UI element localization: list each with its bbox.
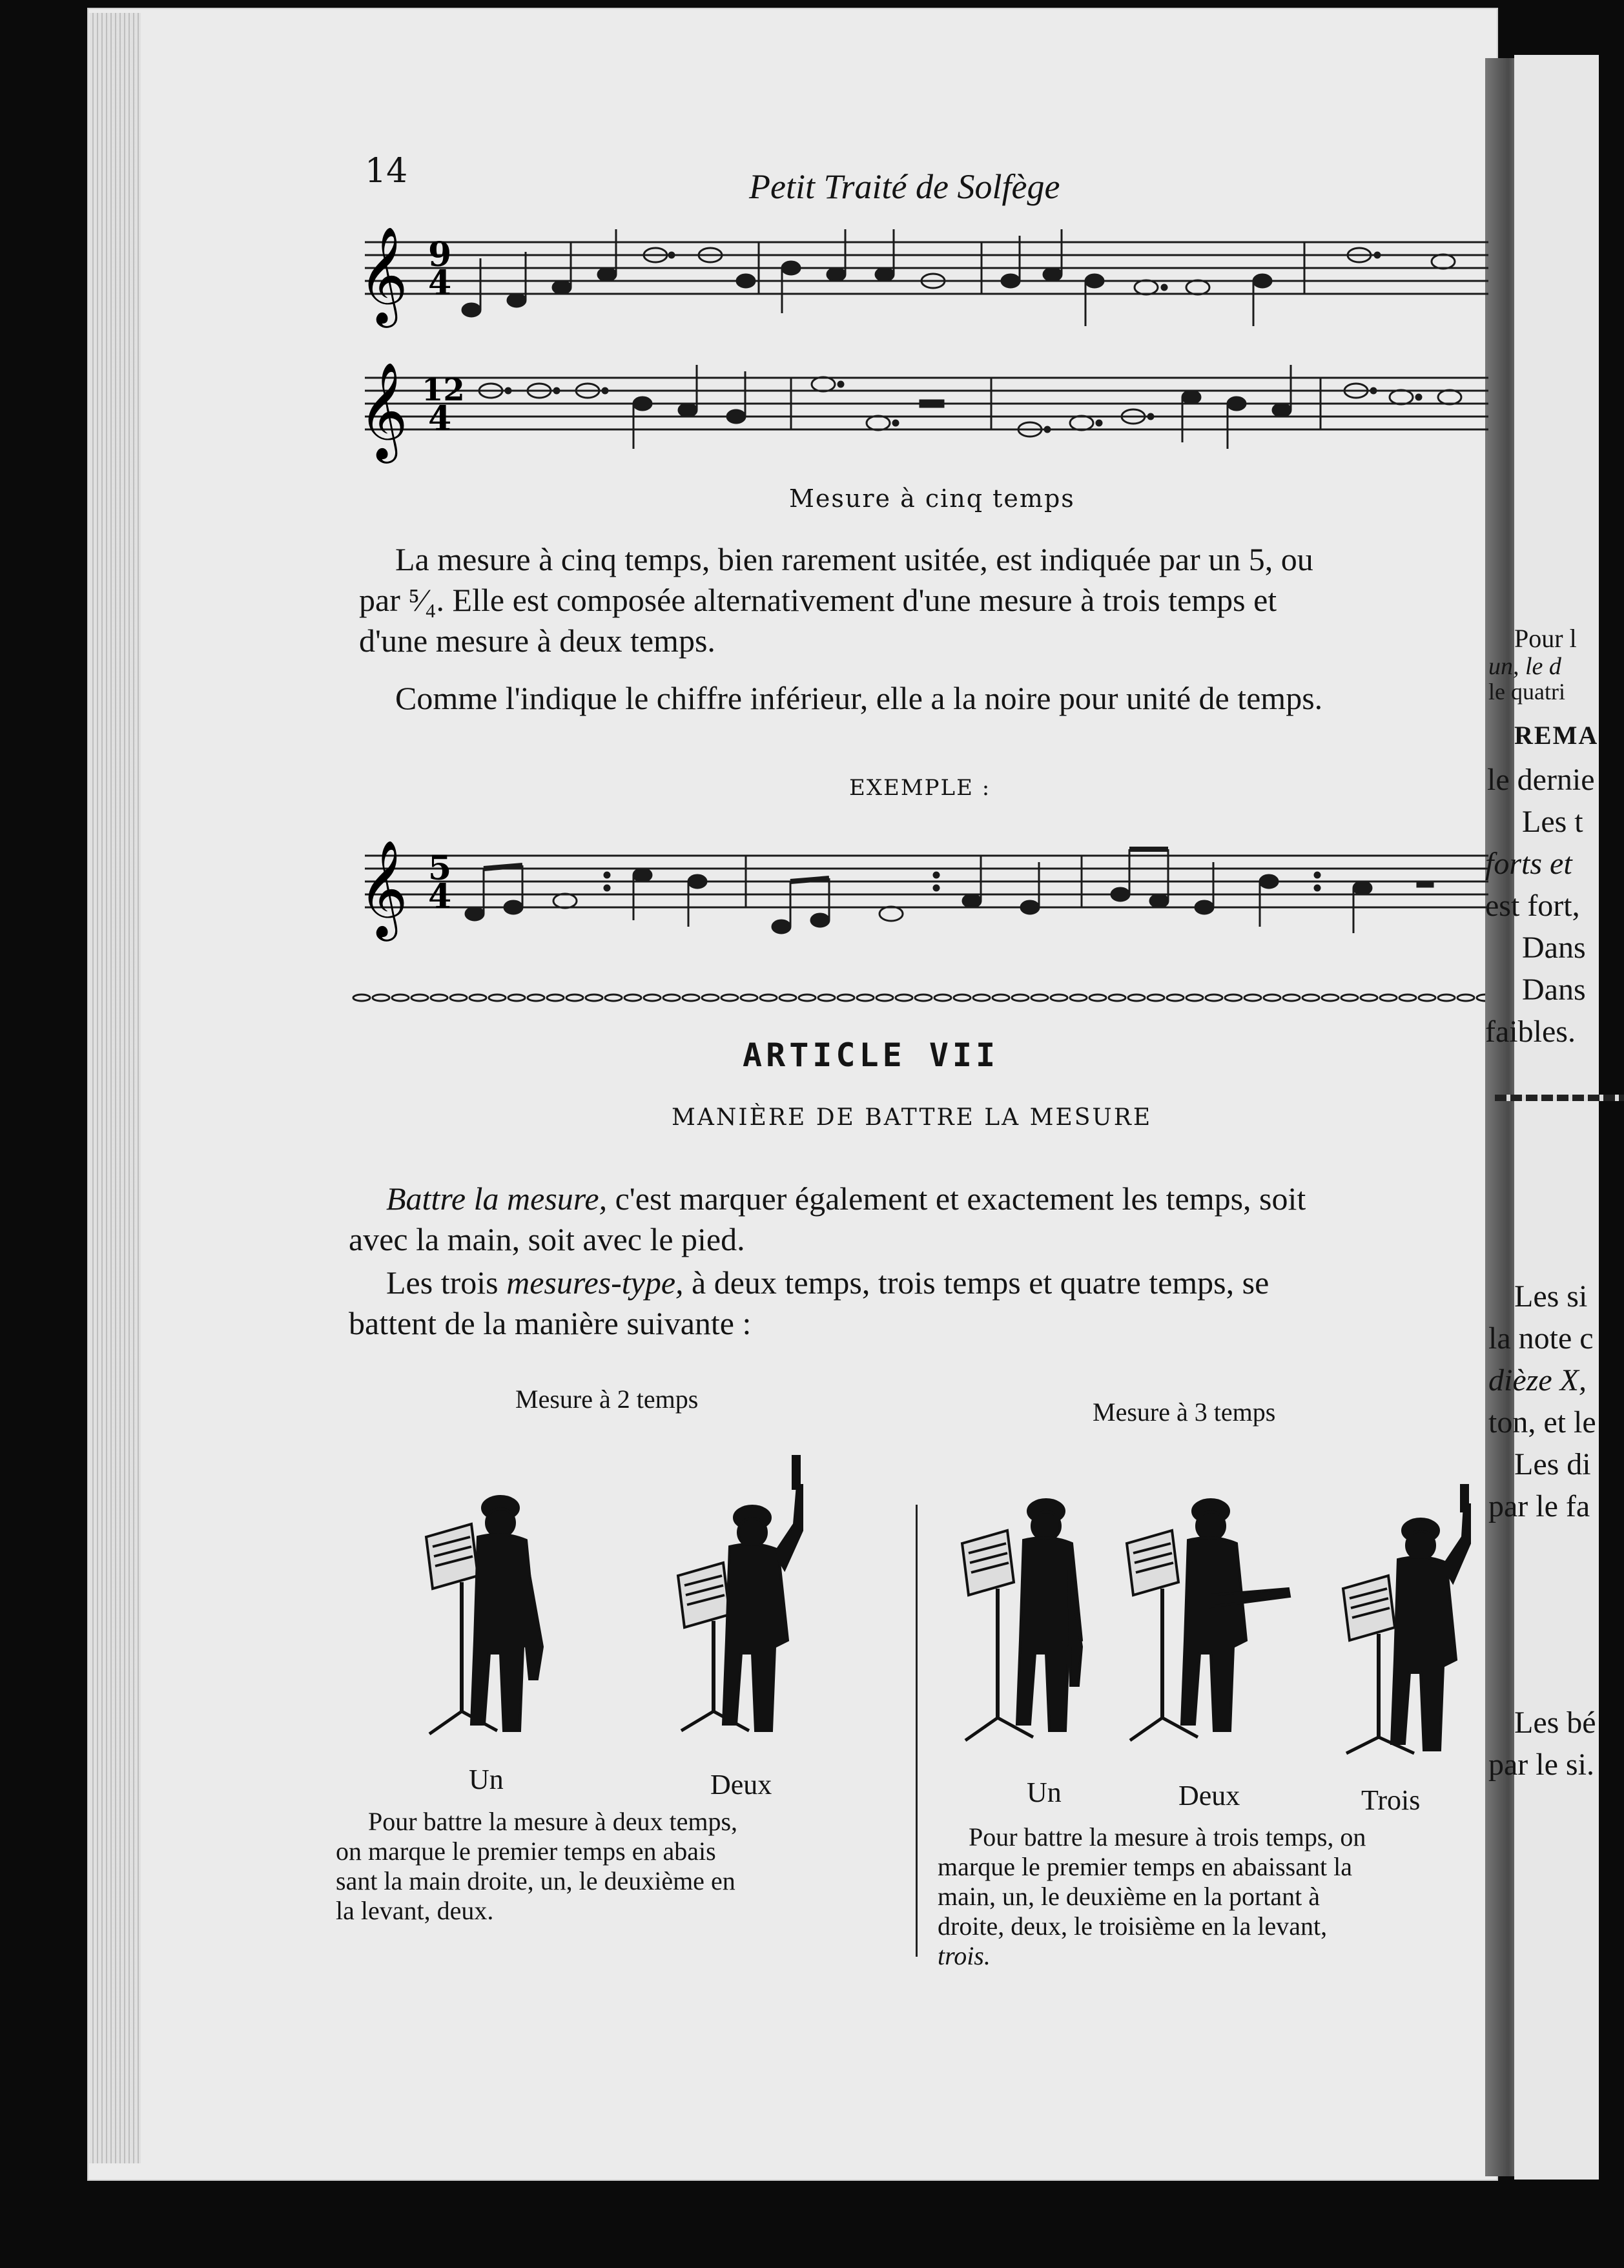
paragraph-line: battent de la manière suivante : xyxy=(349,1305,752,1341)
facing-line: Dans xyxy=(1522,973,1586,1007)
figure-caption-line: Pour battre la mesure à trois temps, on xyxy=(969,1822,1366,1851)
facing-line: Les t xyxy=(1522,805,1583,839)
time-sig-bottom: 4 xyxy=(428,877,452,916)
beat-label-deux: Deux xyxy=(1178,1780,1240,1811)
beat-label-un: Un xyxy=(469,1764,504,1795)
facing-line: est fort, xyxy=(1485,889,1580,923)
figure-caption-line: marque le premier temps en abaissant la xyxy=(938,1852,1352,1881)
time-sig-top: 5 xyxy=(428,849,452,888)
facing-line: faibles. xyxy=(1485,1015,1576,1049)
figure-title: Mesure à 3 temps xyxy=(1093,1397,1276,1427)
ornament-rule xyxy=(1495,1095,1624,1101)
facing-line: Pour l xyxy=(1514,624,1577,653)
time-sig-top: 12 xyxy=(422,372,465,408)
page-edges xyxy=(89,13,141,2163)
article-title: ARTICLE VII xyxy=(743,1036,1000,1074)
facing-line: le quatri xyxy=(1488,679,1565,705)
treble-clef-icon: 𝄞 xyxy=(358,361,408,459)
facing-page xyxy=(1485,55,1599,2180)
facing-line: Dans xyxy=(1522,931,1586,965)
facing-line: la note c xyxy=(1488,1321,1594,1356)
figure-caption-line: main, un, le deuxième en la portant à xyxy=(938,1882,1321,1911)
paragraph-line: avec la main, soit avec le pied. xyxy=(349,1221,745,1257)
paragraph-line xyxy=(386,1263,1269,1303)
facing-line: Les di xyxy=(1514,1447,1591,1481)
text-run: c'est marquer également et exactement les temps, soit xyxy=(607,1180,1306,1217)
text-run: Les trois xyxy=(386,1264,507,1301)
time-sig-bottom: 4 xyxy=(428,399,452,438)
music-staff-5-4 xyxy=(352,820,1488,949)
music-staff-9-4 xyxy=(352,213,1488,342)
figure-caption-line: Pour battre la mesure à deux temps, xyxy=(368,1807,738,1836)
paragraph-line xyxy=(386,1179,1306,1219)
paragraph-line: Comme l'indique le chiffre inférieur, elle a la noire pour unité de temps. xyxy=(395,680,1323,716)
italic-term: Battre la mesure, xyxy=(386,1180,608,1217)
figure-title: Mesure à 2 temps xyxy=(515,1385,699,1414)
figure-caption-line: droite, deux, le troisième en la levant, xyxy=(938,1912,1328,1941)
beat-label-trois: Trois xyxy=(1361,1784,1421,1816)
facing-line: par le si. xyxy=(1488,1747,1594,1782)
facing-line: par le fa xyxy=(1488,1489,1590,1523)
paragraph-line: La mesure à cinq temps, bien rarement usitée, est indiquée par un 5, ou xyxy=(395,541,1313,577)
paragraph-line: par ⁵⁄₄. Elle est composée alternativement d'une mesure à trois temps et xyxy=(359,582,1277,618)
facing-line: Les si xyxy=(1514,1279,1588,1314)
facing-line: le dernie xyxy=(1487,763,1595,797)
facing-line: ton, et le xyxy=(1488,1405,1596,1439)
example-label: EXEMPLE : xyxy=(849,775,991,801)
italic-term: mesures-type, xyxy=(506,1264,684,1301)
ornament-rule xyxy=(352,991,1485,1004)
figure-caption-line: la levant, deux. xyxy=(336,1896,494,1925)
text-run: à deux temps, trois temps et quatre temps, se xyxy=(683,1264,1269,1301)
facing-line: dièze X, xyxy=(1488,1363,1587,1397)
figure-caption-line: on marque le premier temps en abais xyxy=(336,1837,716,1866)
conductor-figure-down xyxy=(413,1485,568,1744)
beat-label-deux: Deux xyxy=(710,1769,772,1800)
treble-clef-icon: 𝄞 xyxy=(358,225,408,324)
conductor-figure-down xyxy=(949,1492,1098,1750)
paragraph-line: d'une mesure à deux temps. xyxy=(359,623,715,659)
time-sig-top: 9 xyxy=(428,235,452,274)
music-staff-12-4 xyxy=(352,329,1488,459)
conductor-figure-side xyxy=(1114,1492,1295,1750)
conductor-figure-up xyxy=(1330,1485,1485,1757)
facing-line: REMA xyxy=(1514,721,1599,750)
facing-line: Les bé xyxy=(1514,1706,1596,1740)
treble-clef-icon: 𝄞 xyxy=(358,839,408,937)
figure-caption-line: sant la main droite, un, le deuxième en xyxy=(336,1866,735,1895)
figure-divider xyxy=(916,1505,918,1957)
article-subtitle: MANIÈRE DE BATTRE LA MESURE xyxy=(672,1104,1153,1131)
facing-line: un, le d xyxy=(1488,653,1561,680)
page-number: 14 xyxy=(365,152,408,191)
time-sig-bottom: 4 xyxy=(428,263,452,303)
section-heading: Mesure à cinq temps xyxy=(789,484,1075,513)
conductor-figure-up xyxy=(665,1447,820,1737)
facing-line: forts et xyxy=(1485,847,1572,881)
figure-caption-line: trois. xyxy=(938,1941,991,1970)
running-head: Petit Traité de Solfège xyxy=(749,167,1060,206)
beat-label-un: Un xyxy=(1027,1777,1062,1808)
